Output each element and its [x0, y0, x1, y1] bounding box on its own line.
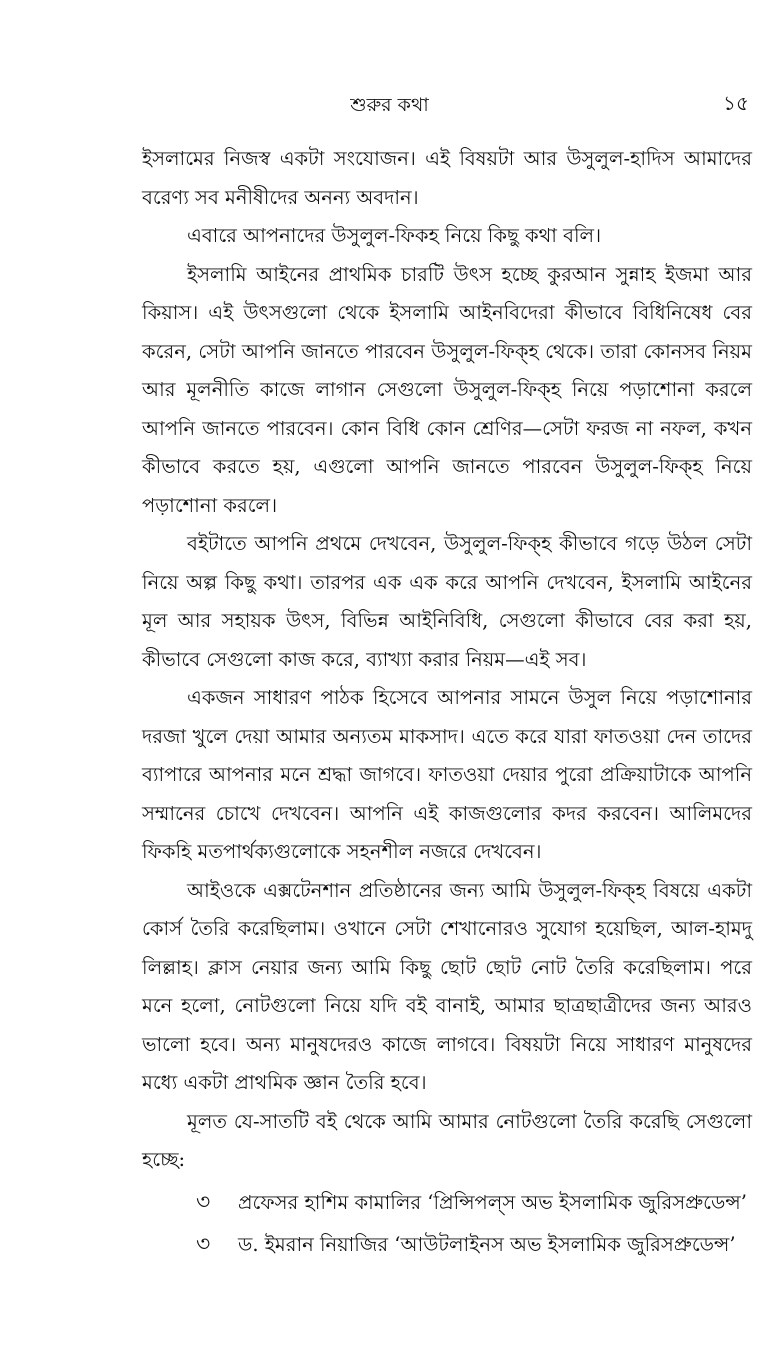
- ornament-bullet-icon: ৩: [196, 1189, 211, 1215]
- ornament-bullet-icon: ৩: [196, 1232, 211, 1257]
- list-item: [142, 1184, 752, 1223]
- paragraph: বইটাতে আপনি প্রথমে দেখবেন, উসুলুল-ফিক্‌হ কীভাবে গড়ে উঠল সেটা নিয়ে অল্প কিছু কথা। তারপর এক এক করে আপনি দেখবেন, ইসলামি আইনের মূল আর সহায়ক উৎস, বিভিন্ন আইনিবিধি, সেগুলো কীভাবে বের করা হয়, কীভাবে সেগুলো কাজ করে, ব্যাখ্যা করার নিয়ম—এই সব।: [142, 532, 752, 671]
- paragraph: আইওকে এক্সটেনশান প্রতিষ্ঠানের জন্য আমি উসুলুল-ফিক্‌হ বিষয়ে একটা কোর্স তৈরি করেছিলাম। ওখানে সেটা শেখানোরও সুযোগ হয়েছিল, আল-হামদু লিল্লাহ। ক্লাস নেয়ার জন্য আমি কিছু ছোট ছোট নোট তৈরি করেছিলাম। পরে মনে হলো, নোটগুলো নিয়ে যদি বই বানাই, আমার ছাত্রছাত্রীদের জন্য আরও ভালো হবে। অন্য মানুষদেরও কাজে লাগবে। বিষয়টা নিয়ে সাধারণ মানুষদের মধ্যে একটা প্রাথমিক জ্ঞান তৈরি হবে।: [142, 878, 752, 1094]
- running-title: শুরুর কথা: [350, 94, 429, 116]
- paragraph: ইসলামি আইনের প্রাথমিক চারটি উৎস হচ্ছে কুরআন সুন্নাহ ইজমা আর কিয়াস। এই উৎসগুলো থেকে ইসলামি আইনবিদেরা কীভাবে বিধিনিষেধ বের করেন, সেটা আপনি জানতে পারবেন উসুলুল-ফিক্‌হ থেকে। তারা কোনসব নিয়ম আর মূলনীতি কাজে লাগান সেগুলো উসুলুল-ফিক্‌হ নিয়ে পড়াশোনা করলে আপনি জানতে পারবেন। কোন বিধি কোন শ্রেণির—সেটা ফরজ না নফল, কখন কীভাবে করতে হয়, এগুলো আপনি জানতে পারবেন উসুলুল-ফিক্‌হ নিয়ে পড়াশোনা করলে।: [142, 262, 752, 517]
- paragraph-continuation: ইসলামের নিজস্ব একটা সংযোজন। এই বিষয়টা আর উসুলুল-হাদিস আমাদের বরেণ্য সব মনীষীদের অনন্য অবদান।: [142, 147, 752, 209]
- reference-text: প্রফেসর হাশিম কামালির ‘প্রিন্সিপল্‌স অভ ইসলামিক জুরিসপ্রুডেন্স’: [238, 1190, 747, 1214]
- reference-text: ড. ইমরান নিয়াজির ‘আউটলাইনস অভ ইসলামিক জুরিসপ্রুডেন্স’: [238, 1233, 736, 1256]
- page-number: ১৫: [723, 91, 749, 115]
- body-text: [142, 140, 752, 1265]
- paragraph-intro-list: মূলত যে-সাতটি বই থেকে আমি আমার নোটগুলো তৈরি করেছি সেগুলো হচ্ছে:: [142, 1109, 752, 1171]
- list-item: [142, 1226, 752, 1265]
- reference-list: [142, 1184, 752, 1265]
- paragraph: একজন সাধারণ পাঠক হিসেবে আপনার সামনে উসুল নিয়ে পড়াশোনার দরজা খুলে দেয়া আমার অন্যতম মাকসাদ। এতে করে যারা ফাতওয়া দেন তাদের ব্যাপারে আপনার মনে শ্রদ্ধা জাগবে। ফাতওয়া দেয়ার পুরো প্রক্রিয়াটাকে আপনি সম্মানের চোখে দেখবেন। আপনি এই কাজগুলোর কদর করবেন। আলিমদের ফিকহি মতপার্থক্যগুলোকে সহনশীল নজরে দেখবেন।: [142, 686, 752, 863]
- paragraph: এবারে আপনাদের উসুলুল-ফিকহ নিয়ে কিছু কথা বলি।: [187, 224, 602, 247]
